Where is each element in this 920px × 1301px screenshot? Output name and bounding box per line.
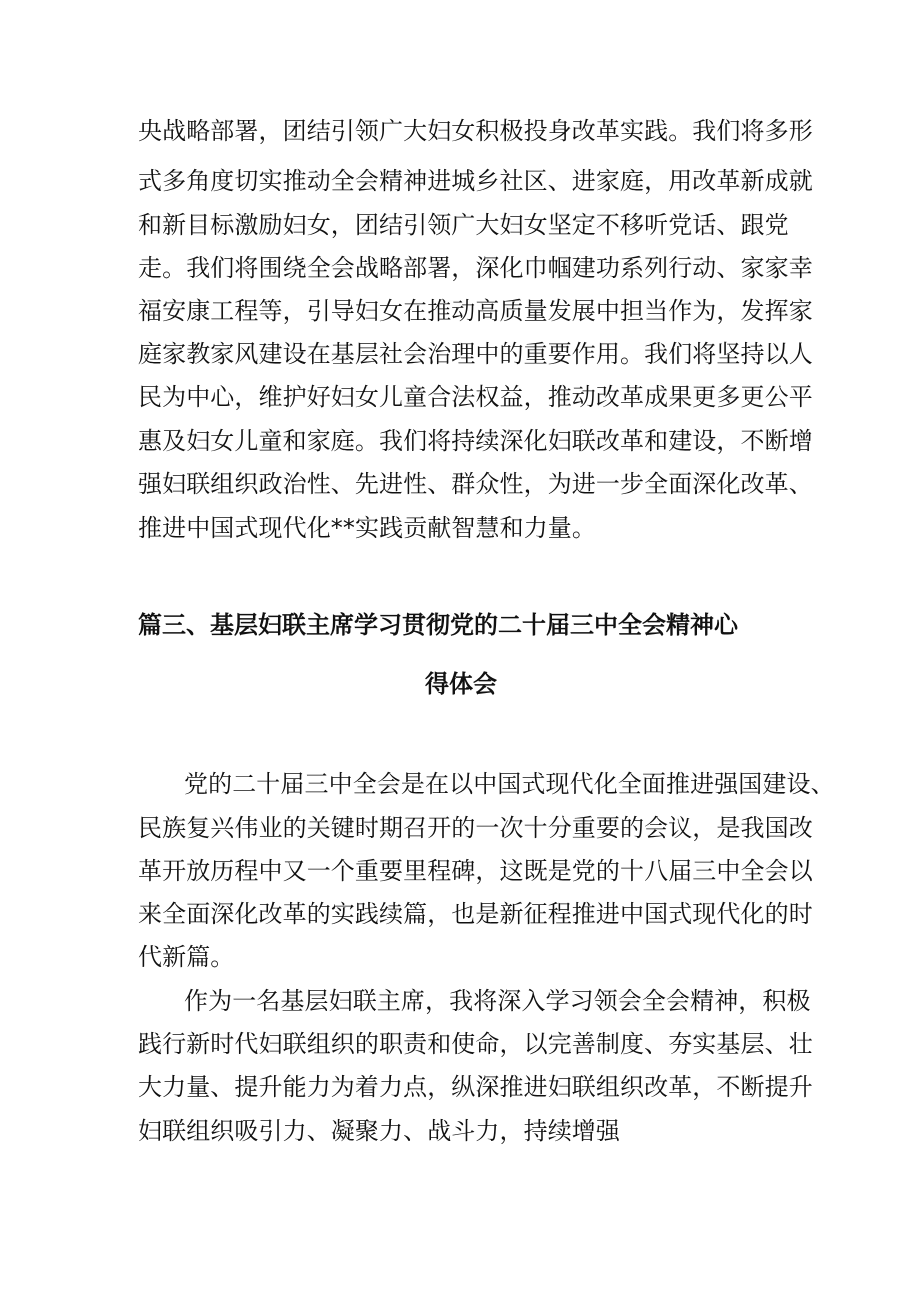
section-heading-line-2: 得体会 (425, 670, 497, 698)
text-line: 民为中心，维护好妇女儿童合法权益，推动改革成果更多更公平 (138, 383, 813, 411)
text-line: 和新目标激励妇女，团结引领广大妇女坚定不移听党话、跟党 (138, 211, 789, 239)
text-line: 民族复兴伟业的关键时期召开的一次十分重要的会议，是我国改 (138, 814, 813, 842)
text-line: 推进中国式现代化**实践贡献智慧和力量。 (138, 514, 596, 542)
text-line: 党的二十届三中全会是在以中国式现代化全面推进强国建设、 (184, 770, 835, 798)
text-line: 代新篇。 (138, 943, 235, 971)
text-line: 革开放历程中又一个重要里程碑，这既是党的十八届三中全会以 (138, 857, 813, 885)
text-line: 作为一名基层妇联主席，我将深入学习领会全会精神，积极 (184, 987, 811, 1015)
text-line: 惠及妇女儿童和家庭。我们将持续深化妇联改革和建设，不断增 (138, 427, 813, 455)
text-line: 走。我们将围绕全会战略部署，深化巾帼建功系列行动、家家幸 (138, 254, 813, 282)
section-heading-line-1: 篇三、基层妇联主席学习贯彻党的二十届三中全会精神心 (138, 611, 738, 639)
text-line: 践行新时代妇联组织的职责和使命，以完善制度、夯实基层、壮 (138, 1030, 813, 1058)
text-line: 福安康工程等，引导妇女在推动高质量发展中担当作为，发挥家 (138, 297, 813, 325)
text-line: 强妇联组织政治性、先进性、群众性，为进一步全面深化改革、 (138, 470, 813, 498)
text-line: 式多角度切实推动全会精神进城乡社区、进家庭，用改革新成就 (138, 167, 813, 195)
text-line: 来全面深化改革的实践续篇，也是新征程推进中国式现代化的时 (138, 900, 813, 928)
text-line: 妇联组织吸引力、凝聚力、战斗力，持续增强 (138, 1117, 620, 1145)
text-line: 央战略部署，团结引领广大妇女积极投身改革实践。我们将多形 (138, 117, 813, 145)
text-line: 大力量、提升能力为着力点，纵深推进妇联组织改革，不断提升 (138, 1073, 813, 1101)
text-line: 庭家教家风建设在基层社会治理中的重要作用。我们将坚持以人 (138, 340, 813, 368)
